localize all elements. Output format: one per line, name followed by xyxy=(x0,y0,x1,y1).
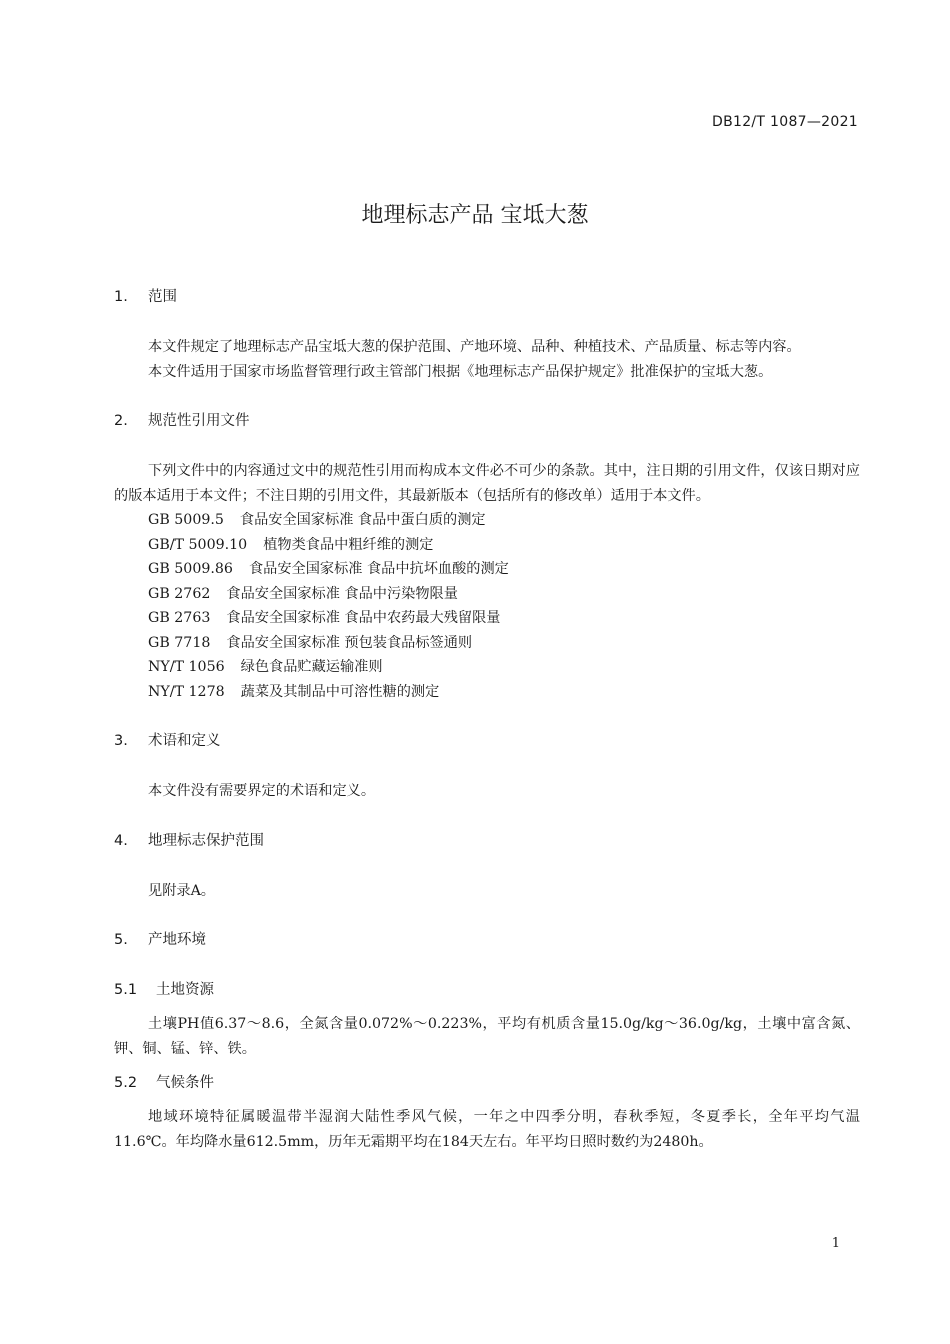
reference-title: 绿色食品贮藏运输准则 xyxy=(240,659,383,675)
subsection-number: 5.1 xyxy=(114,982,138,998)
reference-code: GB 2762 xyxy=(148,585,211,602)
section-title: 产地环境 xyxy=(148,932,206,948)
reference-code: NY/T 1056 xyxy=(148,659,225,675)
subsection-heading-5-1 xyxy=(114,978,860,1002)
paragraph: 本文件规定了地理标志产品宝坻大葱的保护范围、产地环境、品种、种植技术、产品质量、标志等内容。 xyxy=(148,339,801,355)
reference-code: GB 2763 xyxy=(148,610,211,626)
section-number: 3. xyxy=(114,733,128,749)
reference-item xyxy=(114,557,860,582)
reference-item xyxy=(114,655,860,680)
paragraph: 地域环境特征属暖温带半湿润大陆性季风气候，一年之中四季分明，春秋季短，冬夏季长，全年平均气温11.6℃。年均降水量612.5mm，历年无霜期平均在184天左右。年平均日照时数约为2480h。 xyxy=(114,1109,860,1150)
section-heading-1 xyxy=(114,285,860,309)
section-heading-2 xyxy=(114,409,860,433)
page-number: 1 xyxy=(831,1236,840,1251)
section-heading-4 xyxy=(114,829,860,853)
section-number: 4. xyxy=(114,832,128,849)
reference-title: 食品安全国家标准 食品中蛋白质的测定 xyxy=(239,512,486,528)
reference-item xyxy=(114,680,860,705)
standard-code: DB12/T 1087—2021 xyxy=(712,114,858,130)
reference-code: GB 7718 xyxy=(148,634,211,651)
reference-item xyxy=(114,606,860,631)
reference-title: 植物类食品中粗纤维的测定 xyxy=(263,536,434,553)
section-title: 规范性引用文件 xyxy=(148,413,250,429)
section-heading-5 xyxy=(114,928,860,952)
reference-item xyxy=(114,631,860,656)
paragraph: 本文件适用于国家市场监督管理行政主管部门根据《地理标志产品保护规定》批准保护的宝坻大葱。 xyxy=(148,363,773,380)
reference-item xyxy=(114,582,860,607)
reference-code: NY/T 1278 xyxy=(148,683,225,700)
reference-title: 食品安全国家标准 食品中抗坏血酸的测定 xyxy=(248,561,509,577)
reference-item xyxy=(114,533,860,558)
reference-item xyxy=(114,508,860,533)
subsection-title: 土地资源 xyxy=(156,982,214,998)
subsection-number: 5.2 xyxy=(114,1075,138,1091)
reference-code: GB/T 5009.10 xyxy=(148,536,248,553)
section-title: 地理标志保护范围 xyxy=(148,832,264,849)
reference-code: GB 5009.86 xyxy=(148,561,233,577)
reference-code: GB 5009.5 xyxy=(148,512,224,528)
reference-title: 食品安全国家标准 预包装食品标签通则 xyxy=(226,634,473,651)
section-title: 术语和定义 xyxy=(148,733,221,749)
section-number: 2. xyxy=(114,413,128,429)
paragraph: 土壤PH值6.37～8.6，全氮含量0.072%～0.223%，平均有机质含量15.0g/kg～36.0g/kg，土壤中富含氮、钾、铜、锰、锌、铁。 xyxy=(114,1016,860,1057)
section-number: 1. xyxy=(114,289,128,305)
section-number: 5. xyxy=(114,932,128,948)
document-title: 地理标志产品 宝坻大葱 xyxy=(361,203,589,228)
section-heading-3 xyxy=(114,729,860,753)
reference-title: 食品安全国家标准 食品中农药最大残留限量 xyxy=(226,610,501,626)
paragraph: 下列文件中的内容通过文中的规范性引用而构成本文件必不可少的条款。其中，注日期的引用文件，仅该日期对应的版本适用于本文件；不注日期的引用文件，其最新版本（包括所有的修改单）适用于本文件。 xyxy=(114,463,860,504)
document-body xyxy=(114,285,860,1154)
paragraph: 见附录A。 xyxy=(148,882,215,899)
reference-title: 蔬菜及其制品中可溶性糖的测定 xyxy=(240,683,440,700)
paragraph: 本文件没有需要界定的术语和定义。 xyxy=(148,783,376,799)
section-title: 范围 xyxy=(148,289,177,305)
reference-title: 食品安全国家标准 食品中污染物限量 xyxy=(226,585,458,602)
subsection-heading-5-2 xyxy=(114,1071,860,1095)
reference-list xyxy=(114,508,860,704)
subsection-title: 气候条件 xyxy=(156,1075,214,1091)
